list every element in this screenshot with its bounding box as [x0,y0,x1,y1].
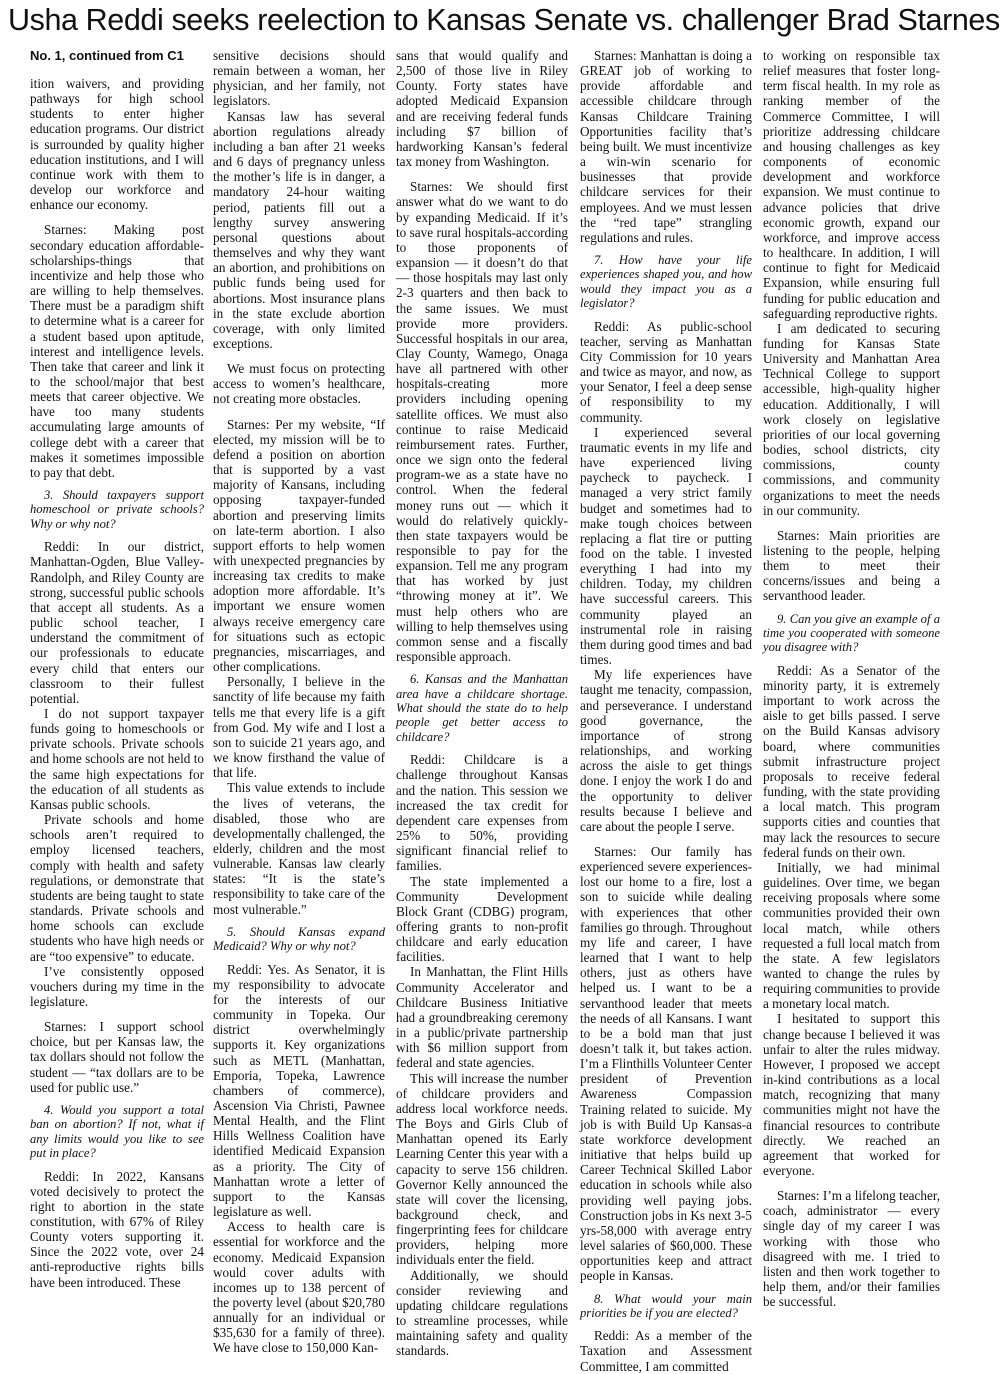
body-paragraph: Private schools and home schools aren’t required to employ licensed teachers, comply with health and safety regulations, or demonstrate that students are being taught to state standards. Private schools and home schools can exclude students who have high needs or are “too expensive” to educate. [30,812,204,964]
article-column-1 [30,48,204,1290]
body-paragraph: Kansas law has several abortion regulations already including a ban after 21 weeks and 6 days of pregnancy unless the mother’s life is in danger, a mandatory 24-hour waiting period, patients fill out a lengthy survey answering personal questions about themselves and why they want an abortion, and prohibitions on public funds being used for abortions. Most insurance plans in the state exclude abortion coverage, with only limited exceptions. [213,108,385,351]
body-paragraph: I am dedicated to securing funding for Kansas State University and Manhattan Area Technical College to support accessible, high-quality higher education. Additionally, I will work closely on legislative priorities of our local governing bodies, school districts, city commissions, county commissions, and community organizations to meet the needs in our community. [763,320,940,518]
article-column-3 [396,48,568,1359]
body-paragraph: I do not support taxpayer funds going to homeschools or private schools. Private schools and home schools are not held to the same high expectations for the education of all students as Kansas public schools. [30,706,204,812]
body-paragraph: Starnes: Making post secondary education affordable-scholarships-things that incentivize and help those who are willing to help themselves. There must be a paradigm shift to determine what is a career for a student based upon aptitude, interest and intelligence levels. Then take that career and link it to the school/major that best meets that career objective. We have too many students accumulating large amounts of college debt with a career that makes it sometimes impossible to pay that debt. [30,222,204,480]
body-paragraph: to working on responsible tax relief measures that foster long-term fiscal health. In my role as ranking member of the Commerce Committee, I will prioritize addressing childcare and housing challenges as key components of economic development and workforce expansion. We must continue to advance policies that drive economic growth, expand our workforce, and improve access to healthcare. In addition, I will continue to fight for Medicaid Expansion, while ensuring full funding for public education and safeguarding reproductive rights. [763,48,940,321]
body-paragraph: Initially, we had minimal guidelines. Over time, we began receiving proposals where some communities provided their own local match, while others requested a full local match from the state. A few legislators wanted to change the rules by requiring communities to provide a monetary local match. [763,859,940,1012]
continued-kicker: No. 1, continued from C1 [30,48,184,63]
body-paragraph: Starnes: I support school choice, but per Kansas law, the tax dollars should not follow the student — “tax dollars are to be used for public use.” [30,1019,204,1095]
body-paragraph: We must focus on protecting access to women’s healthcare, not creating more obstacles. [213,361,385,407]
body-paragraph: Reddi: As a member of the Taxation and Assessment Committee, I am committed [580,1328,752,1374]
body-paragraph: Starnes: Our family has experienced severe experiences-lost our home to a fire, lost a son to suicide while dealing with experiences that other families go through. Throughout my life and career, I have learned that I want to help others, just as others have helped us. I want to be a servanthood leader that meets the needs of all Kansans. I want to be a bold man that just doesn’t talk it, but takes action. I’m a Flinthills Volunteer Center president of Prevention Awareness Compassion Training related to suicide. My job is with Build Up Kansas-a state workforce development initiative that helps build up Career Technical Skilled Labor education in schools while also providing well paying jobs. Construction jobs in Ks next 3-5 yrs-58,000 with average entry level salaries of $60,000. These opportunities keep and attract people in Kansas. [580,843,752,1284]
body-paragraph: sans that would qualify and 2,500 of those live in Riley County. Forty states have adopted Medicaid Expansion and are receiving federal funds including $7 billion of hardworking Kansan’s federal tax money from Washington. [396,48,568,170]
body-paragraph: Reddi: Childcare is a challenge throughout Kansas and the nation. This session we increased the tax credit for dependent care expenses from 25% to 50%, providing significant financial relief to families. [396,752,568,874]
body-paragraph: I’ve consistently opposed vouchers during my time in the legislature. [30,963,204,1009]
body-paragraph: This will increase the number of childcare providers and address local workforce needs. The Boys and Girls Club of Manhattan opened its Early Learning Center this year with a capacity to serve 156 children. Governor Kelly announced the state will cover the licensing, background check, and fingerprinting fees for childcare providers, helping more individuals enter the field. [396,1070,568,1268]
body-paragraph: sensitive decisions should remain between a woman, her physician, and her family, not legislators. [213,48,385,109]
article-column-2 [213,48,385,1356]
body-paragraph: I experienced several traumatic events in my life and have experienced living paycheck to paycheck. I managed a very strict family budget and sometimes had to make tough choices between replacing a flat tire or putting food on the table. I invested everything I had into my children. Today, my children have successful careers. This community played an instrumental role in raising them during good times and bad times. [580,424,752,668]
article-column-5 [763,48,940,1310]
body-paragraph: Reddi: Yes. As Senator, it is my responsibility to advocate for the interests of our community in Topeka. Our district overwhelmingly supports it. Key organizations such as METL (Manhattan, Emporia, Topeka, Lawrence chambers of commerce), Ascension Via Christi, Pawnee Mental Health, and the Flint Hills Wellness Coalition have identified Medicaid Expansion as a priority. The City of Manhattan wrote a letter of support to the Kansas legislature as well. [213,961,385,1220]
question-text: 5. Should Kansas expand Medicaid? Why or why not? [213,924,385,954]
body-paragraph: Additionally, we should consider reviewing and updating childcare regulations to streamline processes, while maintaining safety and quality standards. [396,1267,568,1359]
body-paragraph: Starnes: Main priorities are listening to the people, helping them to meet their concerns/issues and being a servanthood leader. [763,527,940,604]
question-text: 8. What would your main priorities be if you are elected? [580,1291,752,1320]
body-paragraph: Starnes: I’m a lifelong teacher, coach, administrator — every single day of my career I was working with those who disagreed with me. I tried to listen and then work together to help them, and/or their families be successful. [763,1188,940,1310]
body-paragraph: In Manhattan, the Flint Hills Community Accelerator and Childcare Business Initiative had a groundbreaking ceremony in a public/private partnership with $6 million support from federal and state agencies. [396,964,568,1071]
question-text: 3. Should taxpayers support homeschool or private schools? Why or why not? [30,488,204,531]
body-paragraph: Access to health care is essential for workforce and the economy. Medicaid Expansion would cover adults with incomes up to 138 percent of the poverty level (about $20,780 annually for an individual or $35,630 for a family of three). We have close to 150,000 Kan- [213,1219,385,1356]
headline: Usha Reddi seeks reelection to Kansas Senate vs. challenger Brad Starnes [8,3,1000,37]
article-column-4 [580,48,752,1374]
body-paragraph: Starnes: Per my website, “If elected, my mission will be to defend a position on abortion that is supported by a vast majority of Kansans, including opposing taxpayer-funded abortion and preserving limits on late-term abortion. I also support efforts to help women with unexpected pregnancies by increasing tax credits to make adoption more affordable. It’s important we ensure women always receive emergency care for situations such as ectopic pregnancies, miscarriages, and other complications. [213,416,385,675]
question-text: 4. Would you support a total ban on abortion? If not, what if any limits would you like to see put in place? [30,1102,204,1161]
question-text: 9. Can you give an example of a time you cooperated with someone you disagree with? [763,611,940,655]
body-paragraph: I hesitated to support this change because I believed it was unfair to alter the rules midway. However, I proposed we accept in-kind contributions as a local match, recognizing that many communities might not have the financial resources to contribute directly. We reached an agreement that worked for everyone. [763,1011,940,1178]
body-paragraph: Starnes: Manhattan is doing a GREAT job of working to provide affordable and accessible childcare through Kansas Childcare Training Opportunities facility that’s being built. We must incentivize a win-win scenario for businesses that provide childcare services for their employees. And we must lessen the “red tape” strangling regulations and rules. [580,48,752,245]
body-paragraph: Starnes: We should first answer what do we want to do by expanding Medicaid. If it’s to save rural hospitals-according to those proponents of expansion — it doesn’t do that — those hospitals may last only 2-3 quarters and then back to the same issues. We must provide more providers. Successful hospitals in our area, Clay County, Wamego, Onaga have all partnered with other hospitals-creating more providers including opening satellite offices. We must also continue to raise Medicaid reimbursement rates. Further, once we sign onto the federal program-we as a state have no control. When the federal money runs out — which it would do relatively quickly-then state taxpayers would be responsible to pay for the expansion. Tell me any program that has worked by just “throwing money at it”. We must help others who are willing to help themselves using common sense and a fiscally responsible approach. [396,179,568,665]
question-text: 6. Kansas and the Manhattan area have a childcare shortage. What should the state do to help people get better access to childcare? [396,672,568,744]
body-paragraph: Personally, I believe in the sanctity of life because my faith tells me that every life is a gift from God. My wife and I lost a son to suicide 21 years ago, and we know firsthand the value of that life. [213,674,385,781]
body-paragraph: ition waivers, and providing pathways for high school students to enter higher education programs. Our district is surrounded by quality higher education institutions, and I will continue work with them to develop our workforce and enhance our economy. [30,76,204,213]
body-paragraph: My life experiences have taught me tenacity, compassion, and perseverance. I understand good governance, the importance of strong relationships, and working across the aisle to get things done. I enjoy the work I do and the opportunity to deliver results because I believe and care about the people I serve. [580,667,752,834]
body-paragraph: Reddi: In our district, Manhattan-Ogden, Blue Valley-Randolph, and Riley County are strong, successful public schools that accept all students. As a public school teacher, I understand the commitment of our professionals to educate every child that enters our classroom to their fullest potential. [30,539,204,706]
body-paragraph: The state implemented a Community Development Block Grant (CDBG) program, offering grants to non-profit childcare and early education facilities. [396,873,568,965]
body-paragraph: Reddi: In 2022, Kansans voted decisively to protect the right to abortion in the state constitution, with 67% of Riley County voters supporting it. Since the 2022 vote, over 24 anti-reproductive rights bills have been introduced. These [30,1168,204,1290]
question-text: 7. How have your life experiences shaped you, and how would they impact you as a legislator? [580,253,752,311]
body-paragraph: Reddi: As public-school teacher, serving as Manhattan City Commission for 10 years and twice as mayor, and now, as your Senator, I feel a deep sense of responsibility to my community. [580,318,752,425]
body-paragraph: This value extends to include the lives of veterans, the disabled, those who are developmentally challenged, the elderly, children and the most vulnerable. Kansas law clearly states: “It is the state’s responsibility to take care of the most vulnerable.” [213,780,385,917]
body-paragraph: Reddi: As a Senator of the minority party, it is extremely important to work across the aisle to get bills passed. I serve on the Build Kansas advisory board, where communities submit infrastructure project proposals to receive federal funding, with the state providing a local match. This program supports cities and counties that may lack the resources to secure federal funds on their own. [763,662,940,860]
